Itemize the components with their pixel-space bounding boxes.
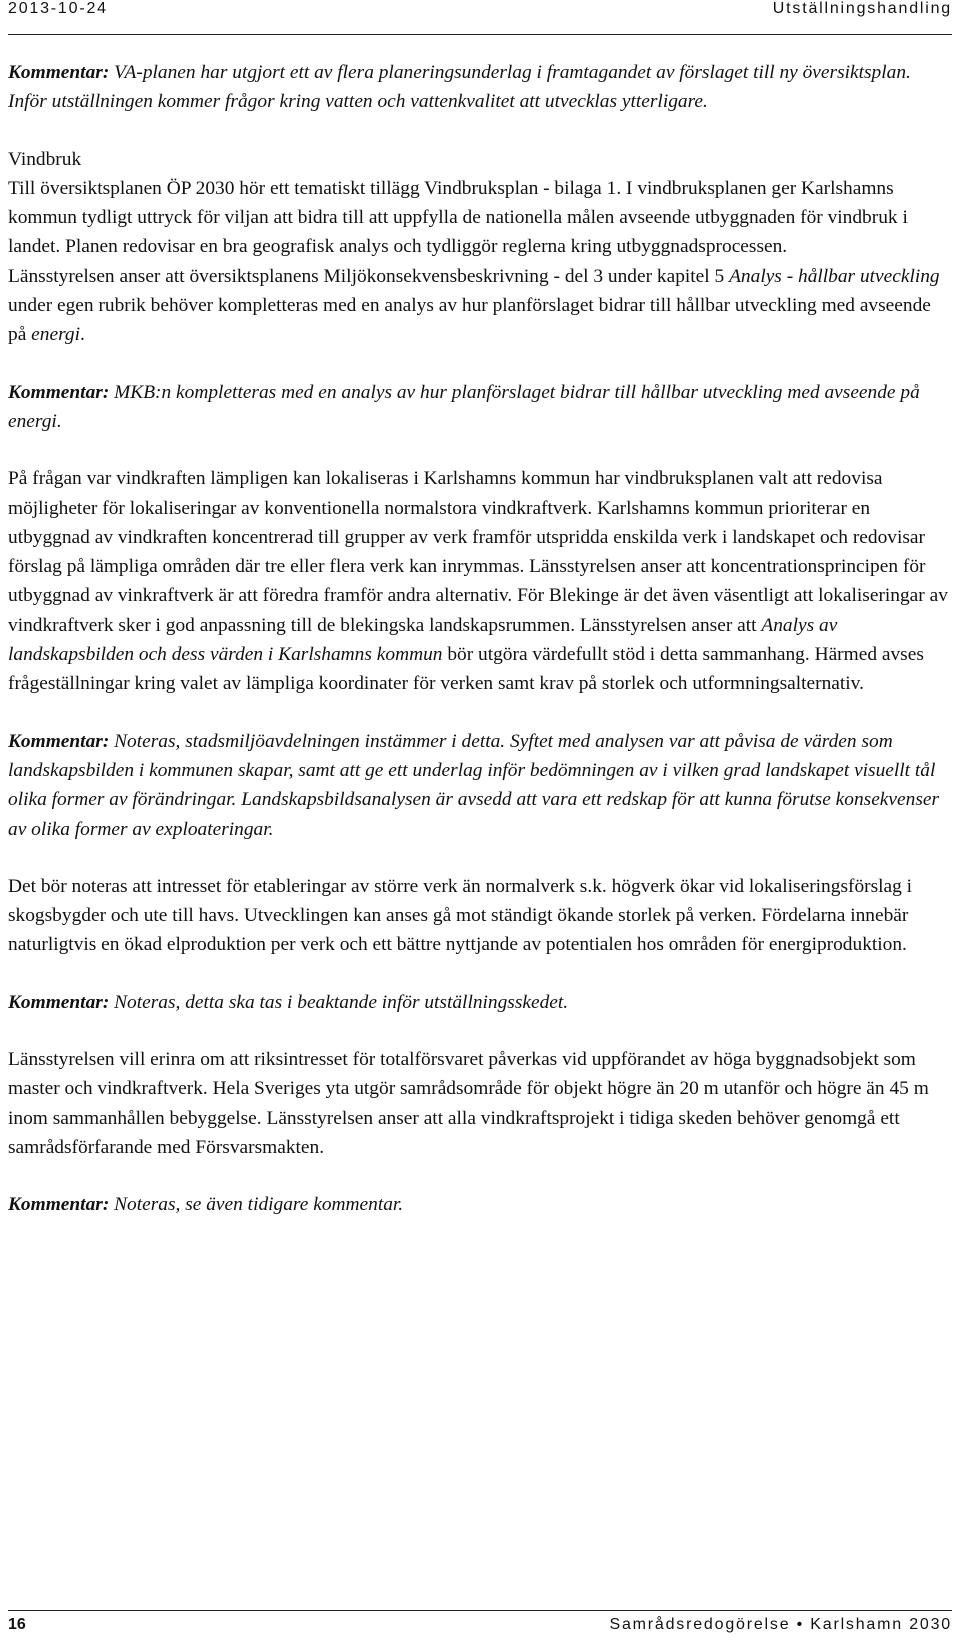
text-run: bör utgöra värdefullt stöd i detta sammanhang. Härmed avses frågeställningar kring valet av lämpliga koordinater för verken samt krav på storlek och utformningsalternativ.: [8, 644, 924, 695]
page-header: [8, 0, 952, 28]
comment-label: Kommentar:: [8, 991, 110, 1013]
comment-label: Kommentar:: [8, 62, 110, 83]
page-number: 16: [8, 1616, 26, 1633]
comment-label: Kommentar:: [8, 1194, 110, 1216]
header-date: 2013-10-24: [8, 0, 108, 17]
text-run: .: [79, 324, 85, 346]
text-run-italic: Analys av landskapsbilden och dess värden i Karlshamns kommun: [8, 614, 838, 666]
text-run: under egen rubrik behöver kompletteras med en analys av hur planförslaget bidrar till hållbar utveckling med avseende på: [8, 295, 931, 346]
comment-mkb: [8, 378, 952, 437]
comment-text: Noteras, detta ska tas i beaktande inför utställningsskedet.: [109, 991, 569, 1013]
text-run: Länsstyrelsen anser att översiktsplanens Miljökonsekvensbeskrivning - del 3 under kapitel 5: [8, 265, 730, 287]
header-rule: [8, 34, 952, 35]
comment-text: MKB:n kompletteras med en analys av hur planförslaget bidrar till hållbar utveckling med avseende på energi.: [8, 381, 920, 432]
document-body: [8, 58, 952, 1220]
comment-tidigare: [8, 1190, 952, 1219]
paragraph-hogverk: Det bör noteras att intresset för etableringar av större verk än normalverk s.k. högverk ökar vid lokaliseringsförslag i skogsbygder och ute till havs. Utvecklingen kan anses gå mot ständigt ökande storlek på verken. Fördelarna innebär naturligtvis en ökad elproduktion per verk och ett bättre nyttjande av potentialen hos områden för energiproduktion.: [8, 875, 913, 956]
comment-va-plan: [8, 58, 952, 117]
comment-label: Kommentar:: [8, 381, 110, 403]
comment-label: Kommentar:: [8, 730, 110, 752]
comment-text: Noteras, stadsmiljöavdelningen instämmer i detta. Syftet med analysen var att påvisa de värden som landskapsbilden i kommunen skapar, samt att ge ett underlag inför bedömningen av i vilken grad landskapet visuellt tål olika former av förändringar. Landskapsbildsanalysen är avsedd att vara ett redskap för att kunna förutse konsekvenser av olika former av exploateringar.: [8, 730, 940, 840]
comment-text: VA-planen har utgjort ett av flera planeringsunderlag i framtagandet av förslaget till ny översiktsplan. Inför utställningen kommer frågor kring vatten och vattenkvalitet att utvecklas ytterligare.: [8, 62, 911, 113]
header-doc-type: Utställningshandling: [772, 0, 952, 17]
text-run-italic: Analys - hållbar utveckling: [729, 265, 940, 287]
paragraph-mkb-energi: [8, 262, 952, 350]
footer-rule: [8, 1610, 952, 1611]
text-run-italic: energi: [31, 324, 80, 346]
comment-text: Noteras, se även tidigare kommentar.: [109, 1194, 404, 1216]
paragraph-vindbruksplan: Till översiktsplanen ÖP 2030 hör ett tematiskt tillägg Vindbruksplan - bilaga 1. I vindbruksplanen ger Karlshamns kommun tydligt uttryck för viljan att bidra till att uppfylla de nationella målen avseende utbyggnaden för vindbruk i landet. Planen redovisar en bra geografisk analys och tydliggör reglerna kring utbyggnadsprocessen.: [8, 177, 908, 258]
footer-doc-title: Samrådsredogörelse • Karlshamn 2030: [609, 1616, 952, 1633]
page-footer: [8, 1616, 952, 1642]
section-heading-vindbruk: Vindbruk: [8, 148, 82, 170]
paragraph-lokalisering: [8, 464, 952, 698]
paragraph-totalforsvar: Länsstyrelsen vill erinra om att riksintresset för totalförsvaret påverkas vid uppförandet av höga byggnadsobjekt som master och vindkraftverk. Hela Sveriges yta utgör samrådsområde för objekt högre än 20 m utanför och högre än 45 m inom sammanhållen bebyggelse. Länsstyrelsen anser att alla vindkraftsprojekt i tidiga skeden behöver genomgå ett samrådsförfarande med Försvarsmakten.: [8, 1049, 929, 1158]
text-run: På frågan var vindkraften lämpligen kan lokaliseras i Karlshamns kommun har vindbruksplanen valt att redovisa möjligheter för lokaliseringar av konventionella normalstora vindkraftverk. Karlshamns kommun prioriterar en utbyggnad av vindkraften koncentrerad till grupper av verk framför utspridda enskilda verk i landskapet och redovisar förslag på lämpliga områden där tre eller flera verk kan inrymmas. Länsstyrelsen anser att koncentrationsprincipen för utbyggnad av vinkraftverk är att föredra framför andra alternativ. För Blekinge är det även väsentligt att lokaliseringar av vindkraftverk sker i god anpassning till de blekingska landskapsrummen. Länsstyrelsen anser att: [8, 468, 948, 636]
comment-landskapsbild: [8, 727, 952, 844]
comment-utstallning: [8, 988, 952, 1017]
